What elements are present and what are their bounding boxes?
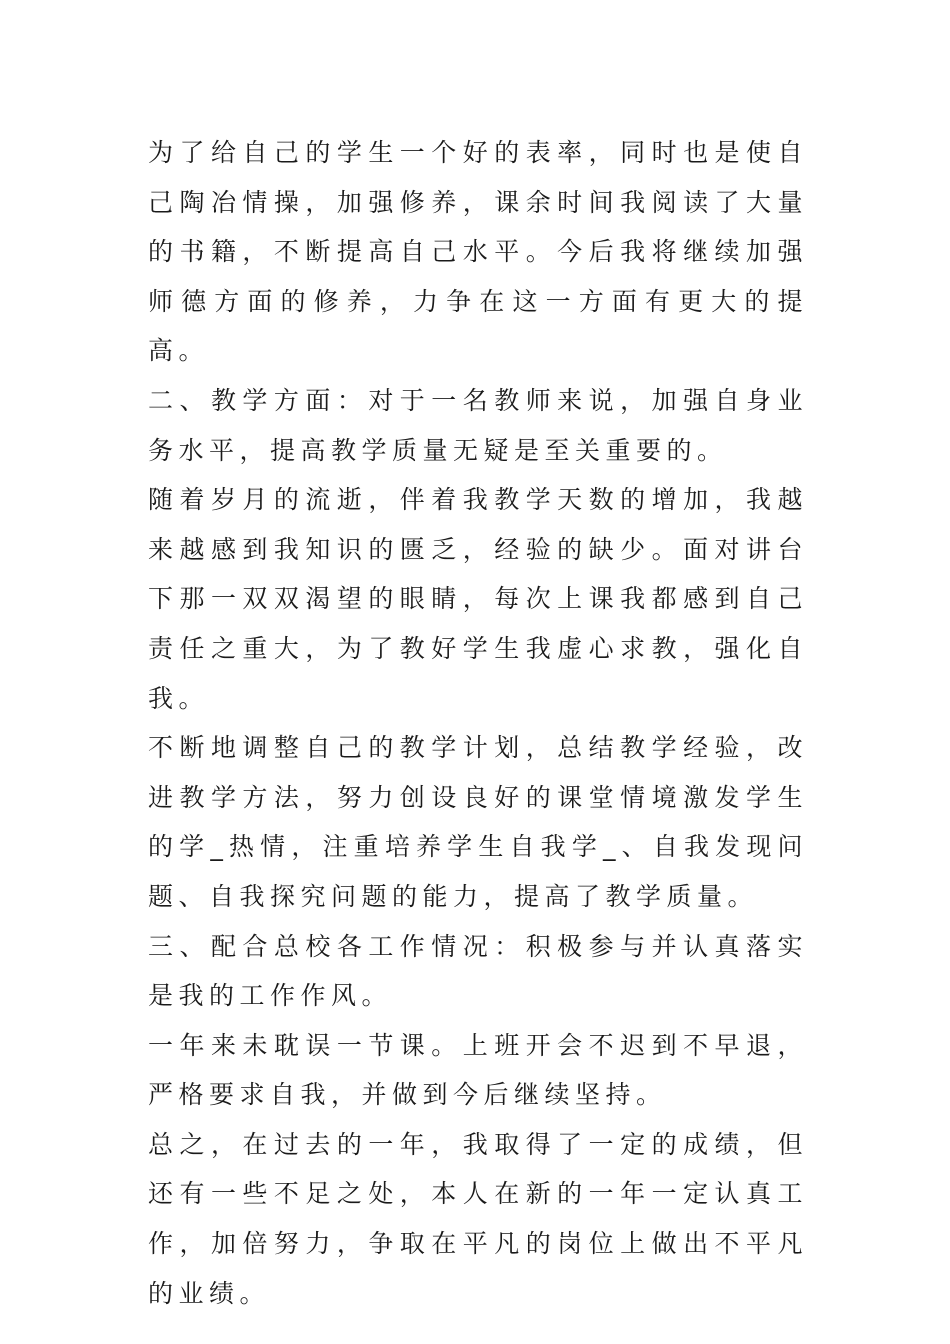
- paragraph-cooperation-heading: 三、配合总校各工作情况：积极参与并认真落实是我的工作作风。: [148, 931, 808, 1011]
- paragraph-teaching-heading: 二、教学方面：对于一名教师来说，加强自身业务水平，提高教学质量无疑是至关重要的。: [148, 385, 808, 465]
- paragraph-teacher-ethics: 为了给自己的学生一个好的表率，同时也是使自己陶冶情操，加强修养，课余时间我阅读了大量的书籍，不断提高自己水平。今后我将继续加强师德方面的修养，力争在这一方面有更大的提高。: [148, 138, 808, 366]
- paragraph-attendance: 一年来未耽误一节课。上班开会不迟到不早退，严格要求自我，并做到今后继续坚持。: [148, 1030, 808, 1110]
- document-body: [148, 128, 808, 1318]
- paragraph-knowledge-growth: 随着岁月的流逝，伴着我教学天数的增加，我越来越感到我知识的匮乏，经验的缺少。面对讲台下那一双双渴望的眼睛，每次上课我都感到自己责任之重大，为了教好学生我虚心求教，强化自我。: [148, 485, 808, 713]
- paragraph-conclusion: 总之，在过去的一年，我取得了一定的成绩，但还有一些不足之处，本人在新的一年一定认真工作，加倍努力，争取在平凡的岗位上做出不平凡的业绩。: [148, 1129, 808, 1308]
- paragraph-teaching-methods: 不断地调整自己的教学计划，总结教学经验，改进教学方法，努力创设良好的课堂情境激发学生的学_热情，注重培养学生自我学_、自我发现问题、自我探究问题的能力，提高了教学质量。: [148, 733, 808, 911]
